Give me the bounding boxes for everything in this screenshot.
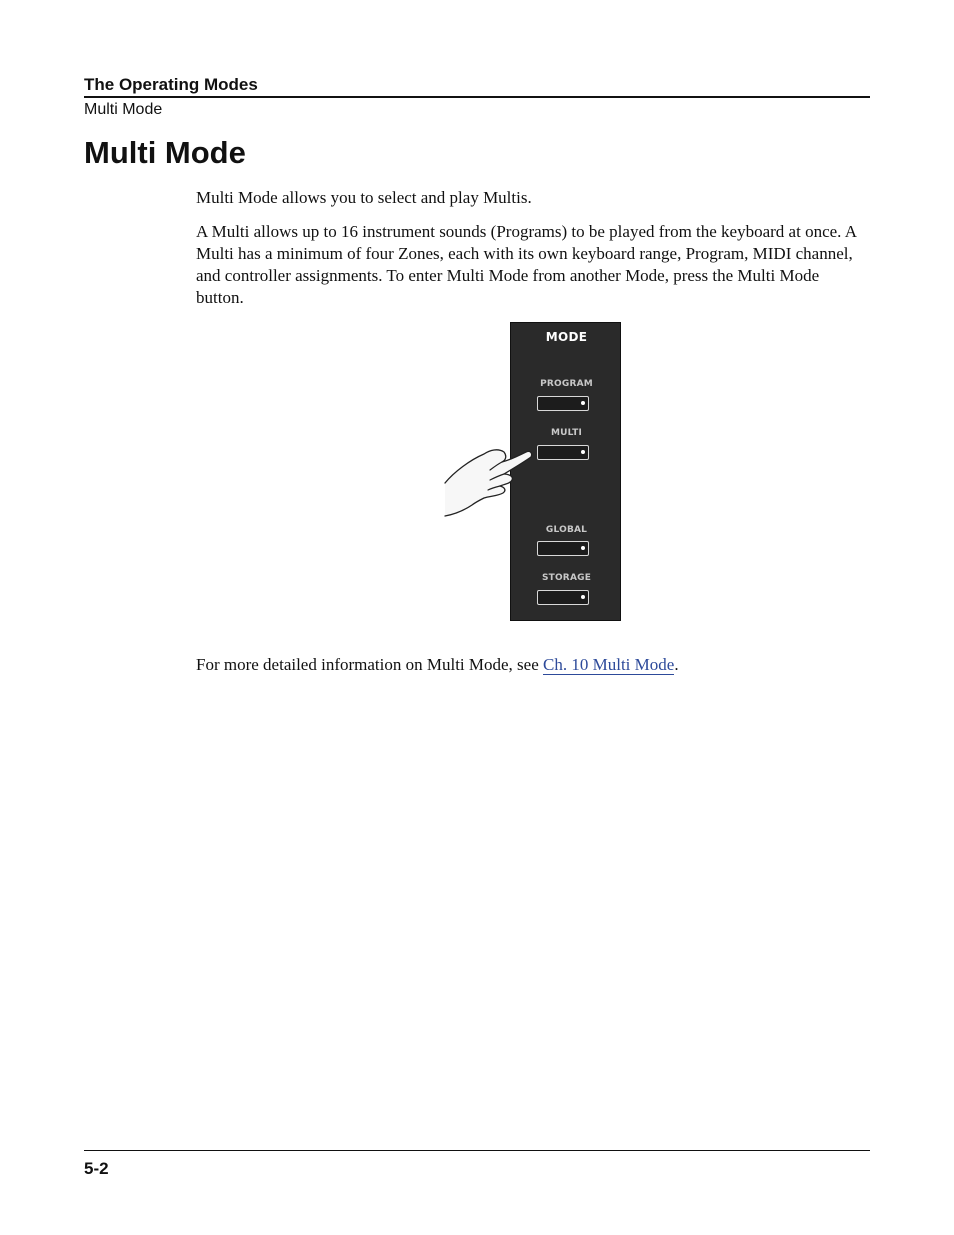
mode-panel-title: MODE (545, 330, 588, 344)
more-info-text: For more detailed information on Multi Mode, see (196, 655, 544, 674)
storage-button-label: STORAGE (541, 573, 592, 583)
global-led (581, 546, 585, 550)
section-title: Multi Mode (84, 101, 163, 118)
detail-paragraph: A Multi allows up to 16 instrument sounds (Programs) to be played from the keyboard at once. A Multi has a minimum of four Zones, each with its own keyboard range, Program, MIDI channel, and controller assignments. To enter Multi Mode from another Mode, press the Multi Mode button. (196, 222, 857, 307)
page-title: Multi Mode (84, 135, 246, 170)
program-button[interactable] (537, 396, 589, 411)
more-info-suffix: . (674, 655, 679, 674)
storage-button[interactable] (537, 590, 589, 605)
page-number: 5-2 (84, 1159, 109, 1178)
multi-button-label: MULTI (551, 428, 582, 438)
global-button-label: GLOBAL (545, 525, 588, 535)
mode-panel-figure (440, 320, 630, 625)
program-led (581, 401, 585, 405)
program-button-label: PROGRAM (540, 379, 593, 389)
chapter-10-link[interactable]: Ch. 10 Multi Mode (543, 655, 675, 674)
pointing-hand-icon (440, 440, 550, 525)
header-rule (84, 96, 870, 98)
footer-rule (84, 1150, 870, 1151)
multi-led (581, 450, 585, 454)
global-button[interactable] (537, 541, 589, 556)
more-info-paragraph (196, 654, 866, 676)
storage-led (581, 595, 585, 599)
chapter-title: The Operating Modes (84, 75, 258, 94)
running-head (84, 75, 870, 121)
intro-paragraph: Multi Mode allows you to select and play Multis. (196, 188, 532, 207)
